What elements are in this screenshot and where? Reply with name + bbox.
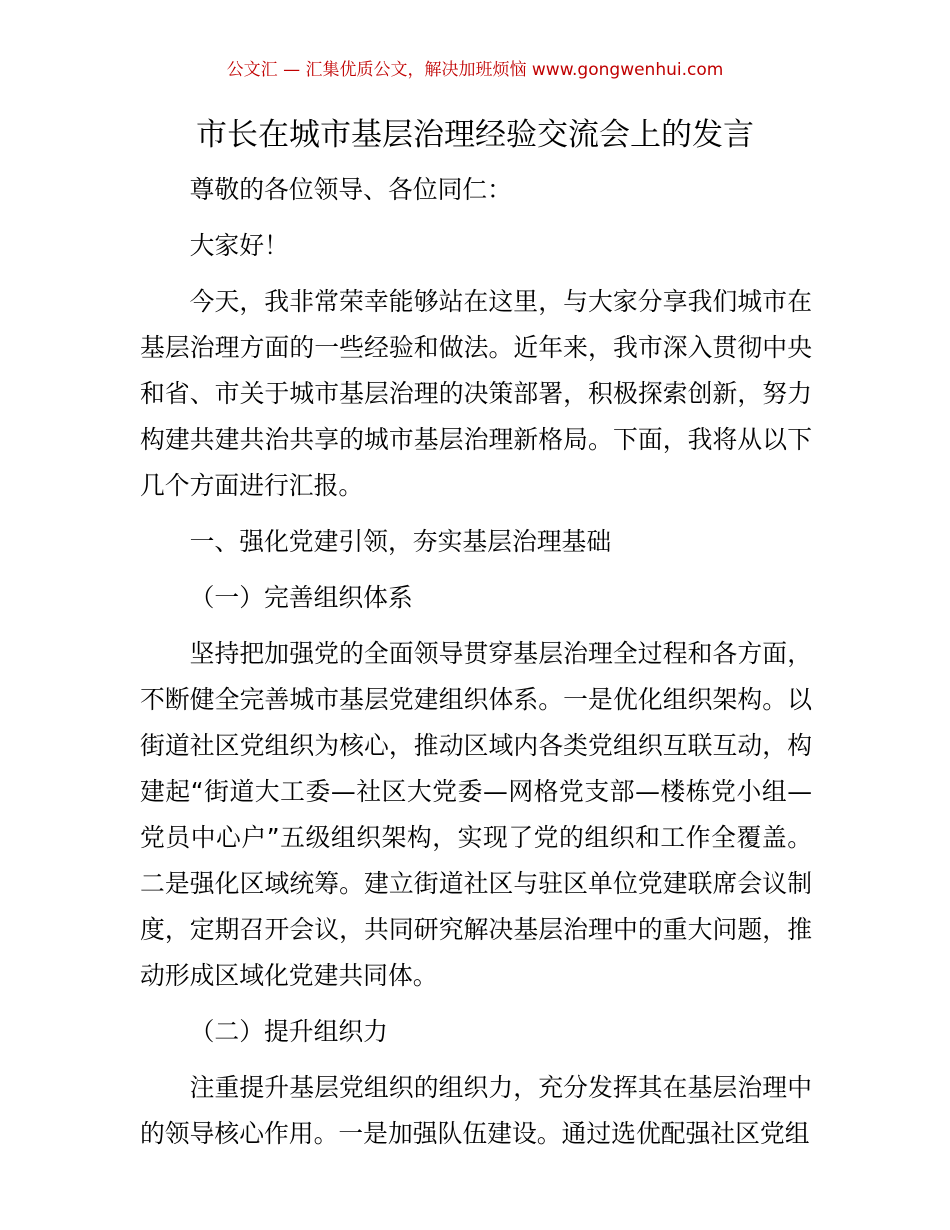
section-heading-1: 一、强化党建引领，夯实基层治理基础: [189, 527, 612, 556]
paragraph-organizational-capacity: 注重提升基层党组织的组织力，充分发挥其在基层治理中的领导核心作用。一是加强队伍建设。通过选优配强社区党组: [140, 1073, 812, 1148]
document-title: 市长在城市基层治理经验交流会上的发言: [196, 117, 754, 153]
document-body: [140, 167, 812, 1157]
greeting: 大家好！: [189, 231, 289, 260]
salutation: 尊敬的各位领导、各位同仁：: [189, 175, 512, 204]
subsection-heading-2: （二）提升组织力: [189, 1017, 388, 1046]
site-header-banner: 公文汇 — 汇集优质公文，解决加班烦恼 www.gongwenhui.com: [226, 60, 724, 80]
intro-paragraph: 今天，我非常荣幸能够站在这里，与大家分享我们城市在基层治理方面的一些经验和做法。近年来，我市深入贯彻中央和省、市关于城市基层治理的决策部署，积极探索创新，努力构建共建共治共享的城市基层治理新格局。下面，我将从以下几个方面进行汇报。: [140, 287, 812, 500]
subsection-heading-1: （一）完善组织体系: [189, 583, 413, 612]
paragraph-organization-system: 坚持把加强党的全面领导贯穿基层治理全过程和各方面，不断健全完善城市基层党建组织体系。一是优化组织架构。以街道社区党组织为核心，推动区域内各类党组织互联互动，构建起“街道大工委—社区大党委—网格党支部—楼栋党小组—党员中心户”五级组织架构，实现了党的组织和工作全覆盖。二是强化区域统筹。建立街道社区与驻区单位党建联席会议制度，定期召开会议，共同研究解决基层治理中的重大问题，推动形成区域化党建共同体。: [140, 639, 812, 990]
